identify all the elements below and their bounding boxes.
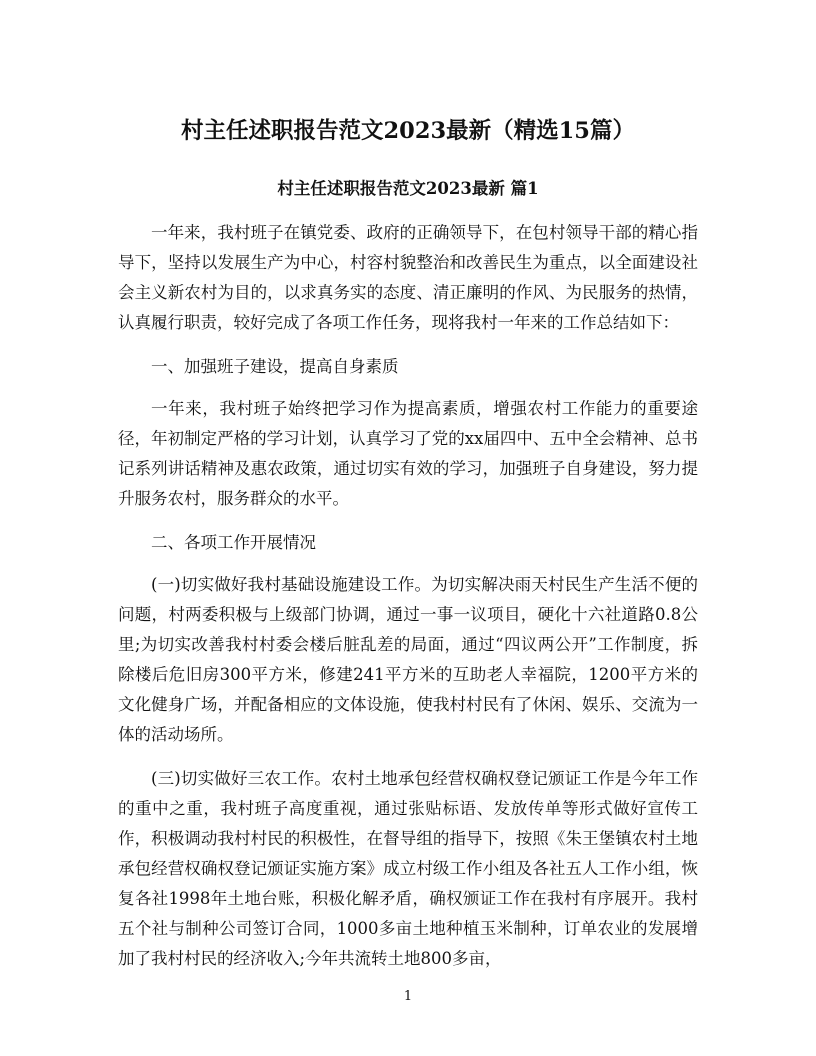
paragraph-intro: 一年来，我村班子在镇党委、政府的正确领导下，在包村领导干部的精心指导下，坚持以发展生产为中心，村容村貌整治和改善民生为重点，以全面建设社会主义新农村为目的，以求真务实的态度、清正廉明的作风、为民服务的热情，认真履行职责，较好完成了各项工作任务，现将我村一年来的工作总结如下：: [118, 223, 698, 332]
document-title: 村主任述职报告范文2023最新（精选15篇）: [181, 118, 635, 144]
section-title: 村主任述职报告范文2023最新 篇1: [277, 179, 539, 198]
paragraph-agriculture: (三)切实做好三农工作。农村土地承包经营权确权登记颁证工作是今年工作的重中之重，我村班子高度重视，通过张贴标语、发放传单等形式做好宣传工作，积极调动我村村民的积极性，在督导组的指导下，按照《朱王堡镇农村土地承包经营权确权登记颁证实施方案》成立村级工作小组及各社五人工作小组，恢复各社1998年土地台账，积极化解矛盾，确权颁证工作在我村有序展开。我村五个社与制种公司签订合同，1000多亩土地种植玉米制种，订单农业的发展增加了我村村民的经济收入;今年共流转土地800多亩，: [118, 769, 698, 968]
paragraph-study: 一年来，我村班子始终把学习作为提高素质，增强农村工作能力的重要途径，年初制定严格的学习计划，认真学习了党的xx届四中、五中全会精神、总书记系列讲话精神及惠农政策，通过切实有效的学习，加强班子自身建设，努力提升服务农村，服务群众的水平。: [118, 399, 698, 508]
paragraph-infrastructure: (一)切实做好我村基础设施建设工作。为切实解决雨天村民生产生活不便的问题，村两委积极与上级部门协调，通过一事一议项目，硬化十六社道路0.8公里;为切实改善我村村委会楼后脏乱差的局面，通过“四议两公开”工作制度，拆除楼后危旧房300平方米，修建241平方米的互助老人幸福院，1200平方米的文化健身广场，并配备相应的文体设施，使我村村民有了休闲、娱乐、交流为一体的活动场所。: [118, 575, 698, 744]
page-number: 1: [403, 989, 413, 1004]
document-body: [118, 218, 698, 988]
heading-team-building: 一、加强班子建设，提高自身素质: [151, 357, 399, 376]
heading-work-progress: 二、各项工作开展情况: [151, 533, 316, 552]
